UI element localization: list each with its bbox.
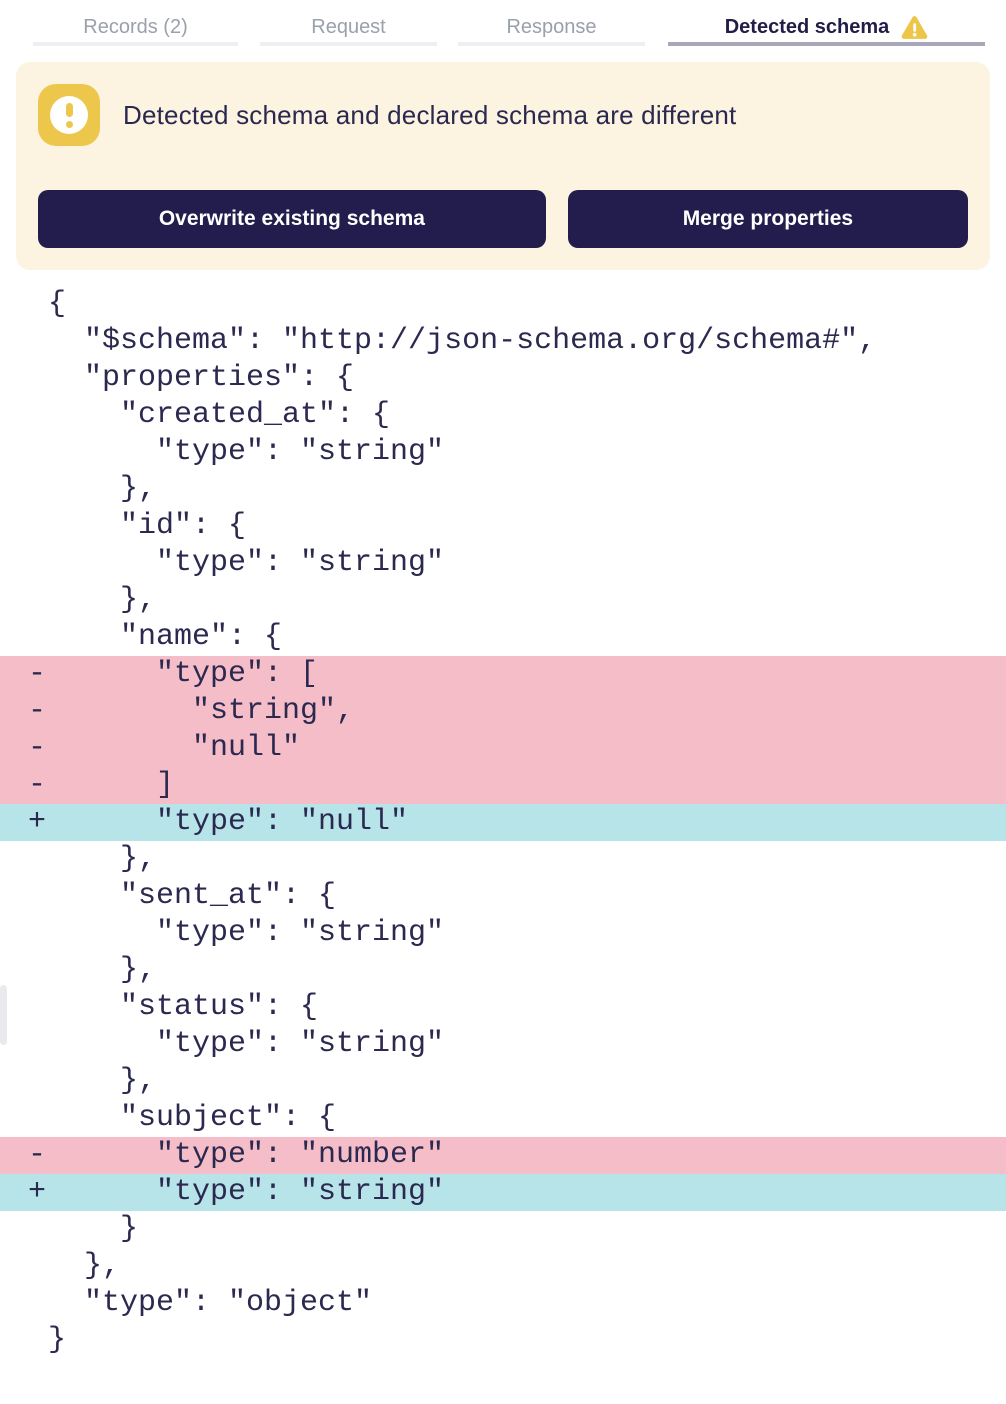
diff-removed-marker: - (28, 1138, 47, 1172)
tab-detected-schema[interactable] (668, 0, 985, 46)
code-line (0, 323, 1006, 360)
code-line (0, 1211, 1006, 1248)
code-line (0, 545, 1006, 582)
code-text: "type": "string" (48, 916, 445, 950)
code-text: } (48, 1212, 139, 1246)
code-line (0, 1100, 1006, 1137)
exclamation-glyph (50, 96, 88, 134)
code-line (0, 286, 1006, 323)
code-text: }, (48, 842, 157, 876)
code-text: "type": "object" (48, 1286, 373, 1320)
code-line (0, 1174, 1006, 1211)
tab-label: Response (506, 15, 597, 38)
code-line (0, 360, 1006, 397)
code-line (0, 693, 1006, 730)
diff-removed-marker: - (28, 768, 47, 802)
warning-triangle-icon (901, 15, 928, 40)
tab-records-2[interactable] (33, 0, 238, 46)
diff-added-marker: + (28, 1175, 47, 1209)
merge-properties-button[interactable]: Merge properties (568, 190, 968, 248)
code-line (0, 508, 1006, 545)
diff-removed-marker: - (28, 731, 47, 765)
banner-message: Detected schema and declared schema are different (123, 99, 737, 130)
code-line (0, 656, 1006, 693)
schema-mismatch-banner (16, 62, 990, 270)
code-text: }, (48, 1249, 121, 1283)
scrollbar-thumb[interactable] (0, 985, 7, 1045)
code-line (0, 804, 1006, 841)
code-line (0, 1248, 1006, 1285)
code-line (0, 619, 1006, 656)
banner-actions (38, 190, 968, 248)
code-line (0, 878, 1006, 915)
code-line (0, 1322, 1006, 1359)
tab-label: Detected schema (724, 15, 890, 38)
tab-response[interactable] (458, 0, 645, 46)
code-line (0, 915, 1006, 952)
code-line (0, 471, 1006, 508)
diff-removed-marker: - (28, 694, 47, 728)
tab-bar (0, 0, 1006, 46)
banner-header (38, 84, 968, 146)
tab-label: Request (311, 15, 386, 38)
code-text: } (48, 1323, 67, 1357)
code-text: "subject": { (48, 1101, 337, 1135)
code-line (0, 397, 1006, 434)
code-line (0, 1063, 1006, 1100)
code-line (0, 989, 1006, 1026)
tab-request[interactable] (260, 0, 437, 46)
code-line (0, 952, 1006, 989)
code-text: "status": { (48, 990, 319, 1024)
code-text: "type": "string" (48, 435, 445, 469)
code-text: "type": "null" (48, 805, 409, 839)
code-text: "string", (48, 694, 355, 728)
code-text: }, (48, 1064, 157, 1098)
code-text: "name": { (48, 620, 283, 654)
code-text: ] (48, 768, 175, 802)
code-text: "type": "string" (48, 1027, 445, 1061)
code-text: "created_at": { (48, 398, 391, 432)
exclamation-circle-icon (38, 84, 100, 146)
code-text: "$schema": "http://json-schema.org/schema#", (48, 324, 877, 358)
code-line (0, 1137, 1006, 1174)
tab-label: Records (2) (83, 15, 188, 38)
code-text: "type": "string" (48, 1175, 445, 1209)
diff-added-marker: + (28, 805, 47, 839)
overwrite-existing-schema-button[interactable]: Overwrite existing schema (38, 190, 546, 248)
schema-diff-code-block (0, 286, 1006, 1359)
code-text: }, (48, 953, 157, 987)
code-line (0, 1026, 1006, 1063)
code-text: "type": "number" (48, 1138, 445, 1172)
code-line (0, 841, 1006, 878)
code-text: }, (48, 472, 157, 506)
code-text: "type": [ (48, 657, 319, 691)
code-line (0, 730, 1006, 767)
code-text: "null" (48, 731, 301, 765)
code-text: "id": { (48, 509, 247, 543)
code-text: "type": "string" (48, 546, 445, 580)
code-text: { (48, 287, 67, 321)
code-text: }, (48, 583, 157, 617)
code-line (0, 434, 1006, 471)
code-text: "properties": { (48, 361, 355, 395)
code-line (0, 582, 1006, 619)
code-line (0, 1285, 1006, 1322)
code-line (0, 767, 1006, 804)
diff-removed-marker: - (28, 657, 47, 691)
code-text: "sent_at": { (48, 879, 337, 913)
